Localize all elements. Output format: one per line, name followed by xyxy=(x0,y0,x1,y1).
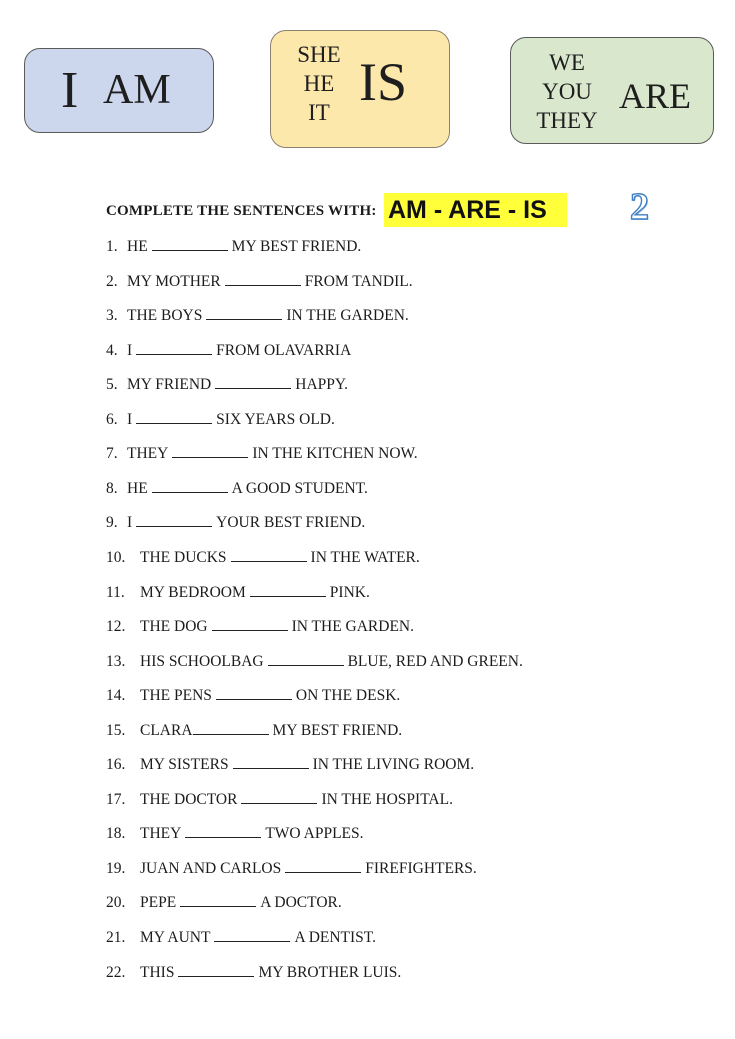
sentence-subject: THEY xyxy=(140,825,182,842)
sentence-number: 8. xyxy=(106,480,118,497)
sentence-number: 11. xyxy=(106,584,125,601)
sentence-line xyxy=(106,444,418,464)
sentence-subject: MY FRIEND xyxy=(127,376,212,393)
answer-blank[interactable] xyxy=(216,687,292,700)
sentence-line xyxy=(106,893,342,913)
sentence-subject: JUAN AND CARLOS xyxy=(140,860,282,877)
sentence-line xyxy=(106,513,365,533)
answer-blank[interactable] xyxy=(136,411,212,424)
am-pronoun: I xyxy=(61,62,79,119)
highlighted-options: AM - ARE - IS xyxy=(384,193,567,227)
sentence-number: 22. xyxy=(106,964,126,981)
sentence-number: 2. xyxy=(106,273,118,290)
sentence-subject: MY BEDROOM xyxy=(140,584,246,601)
sentence-number: 10. xyxy=(106,549,126,566)
are-pronoun-we: WE xyxy=(549,50,585,75)
answer-blank[interactable] xyxy=(185,825,261,838)
is-box xyxy=(270,30,450,148)
answer-blank[interactable] xyxy=(152,480,228,493)
answer-blank[interactable] xyxy=(152,238,228,251)
sentence-number: 16. xyxy=(106,756,126,773)
answer-blank[interactable] xyxy=(178,964,254,977)
sentence-ending: MY BEST FRIEND. xyxy=(272,722,403,739)
sentence-subject: HE xyxy=(127,238,148,255)
are-pronoun-you: YOU xyxy=(542,79,592,104)
sentence-ending: IN THE LIVING ROOM. xyxy=(312,756,475,773)
sentence-number: 18. xyxy=(106,825,126,842)
answer-blank[interactable] xyxy=(250,584,326,597)
sentence-line xyxy=(106,652,523,672)
sentence-ending: TWO APPLES. xyxy=(265,825,364,842)
sentence-number: 5. xyxy=(106,376,118,393)
sentence-number: 21. xyxy=(106,929,126,946)
sentence-line xyxy=(106,341,351,361)
is-pronoun-she: SHE xyxy=(297,42,341,67)
sentence-number: 20. xyxy=(106,894,126,911)
sentence-line xyxy=(106,928,376,948)
are-verb: ARE xyxy=(619,76,691,116)
sentence-ending: FROM OLAVARRIA xyxy=(216,342,352,359)
sentence-ending: A GOOD STUDENT. xyxy=(231,480,368,497)
sentence-number: 3. xyxy=(106,307,118,324)
sentence-subject: THE PENS xyxy=(140,687,212,704)
sentence-ending: A DENTIST. xyxy=(294,929,376,946)
answer-blank[interactable] xyxy=(268,653,344,666)
sentence-number: 9. xyxy=(106,514,118,531)
answer-blank[interactable] xyxy=(241,791,317,804)
sentence-ending: A DOCTOR. xyxy=(260,894,342,911)
sentence-line xyxy=(106,755,474,775)
sentence-line xyxy=(106,375,348,395)
sentence-subject: I xyxy=(127,342,133,359)
is-pronoun-it: IT xyxy=(308,100,330,125)
am-box xyxy=(24,48,214,133)
sentence-ending: MY BEST FRIEND. xyxy=(231,238,362,255)
answer-blank[interactable] xyxy=(214,929,290,942)
am-verb: AM xyxy=(103,67,171,113)
sentence-line xyxy=(106,306,409,326)
sentence-number: 13. xyxy=(106,653,126,670)
sentence-line xyxy=(106,617,414,637)
sentence-subject: MY AUNT xyxy=(140,929,211,946)
sentence-ending: IN THE GARDEN. xyxy=(291,618,415,635)
answer-blank[interactable] xyxy=(180,894,256,907)
answer-blank[interactable] xyxy=(215,376,291,389)
sentence-number: 4. xyxy=(106,342,118,359)
sentence-subject: THEY xyxy=(127,445,169,462)
sentence-subject: THE DOCTOR xyxy=(140,791,238,808)
sentence-ending: BLUE, RED AND GREEN. xyxy=(347,653,523,670)
page-number: 2 xyxy=(630,186,649,228)
sentence-line xyxy=(106,237,361,257)
sentence-number: 7. xyxy=(106,445,118,462)
answer-blank[interactable] xyxy=(206,307,282,320)
sentence-ending: PINK. xyxy=(329,584,370,601)
sentence-line xyxy=(106,272,413,292)
sentence-line xyxy=(106,479,368,499)
sentence-ending: FROM TANDIL. xyxy=(304,273,413,290)
sentence-line xyxy=(106,686,400,706)
sentence-subject: THE DOG xyxy=(140,618,208,635)
answer-blank[interactable] xyxy=(233,756,309,769)
sentence-ending: IN THE HOSPITAL. xyxy=(321,791,453,808)
sentence-ending: MY BROTHER LUIS. xyxy=(258,964,402,981)
sentence-number: 17. xyxy=(106,791,126,808)
sentence-line xyxy=(106,963,401,983)
are-box xyxy=(510,37,714,144)
sentence-line xyxy=(106,721,402,741)
sentence-ending: IN THE WATER. xyxy=(310,549,420,566)
sentence-subject: PEPE xyxy=(140,894,177,911)
is-verb: IS xyxy=(359,52,408,112)
answer-blank[interactable] xyxy=(285,860,361,873)
sentence-number: 14. xyxy=(106,687,126,704)
sentence-subject: I xyxy=(127,514,133,531)
sentence-number: 19. xyxy=(106,860,126,877)
sentence-subject: CLARA xyxy=(140,722,193,739)
sentence-ending: HAPPY. xyxy=(295,376,348,393)
answer-blank[interactable] xyxy=(225,273,301,286)
answer-blank[interactable] xyxy=(136,342,212,355)
sentence-line xyxy=(106,859,477,879)
sentence-number: 1. xyxy=(106,238,118,255)
sentence-ending: YOUR BEST FRIEND. xyxy=(216,514,366,531)
sentence-line xyxy=(106,548,420,568)
sentence-number: 12. xyxy=(106,618,126,635)
sentence-subject: HIS SCHOOLBAG xyxy=(140,653,264,670)
sentence-ending: ON THE DESK. xyxy=(295,687,401,704)
sentence-subject: THIS xyxy=(140,964,175,981)
answer-blank[interactable] xyxy=(136,514,212,527)
sentence-ending: IN THE KITCHEN NOW. xyxy=(252,445,418,462)
instructions: COMPLETE THE SENTENCES WITH: xyxy=(106,203,377,219)
sentence-number: 15. xyxy=(106,722,126,739)
sentence-subject: MY SISTERS xyxy=(140,756,229,773)
sentence-subject: THE DUCKS xyxy=(140,549,227,566)
is-pronoun-he: HE xyxy=(303,71,335,96)
sentence-subject: MY MOTHER xyxy=(127,273,221,290)
answer-blank[interactable] xyxy=(231,549,307,562)
are-pronoun-they: THEY xyxy=(536,108,598,133)
sentence-subject: THE BOYS xyxy=(127,307,203,324)
sentence-subject: I xyxy=(127,411,133,428)
answer-blank[interactable] xyxy=(193,722,269,735)
sentence-ending: IN THE GARDEN. xyxy=(286,307,409,324)
sentence-ending: FIREFIGHTERS. xyxy=(365,860,477,877)
sentence-line xyxy=(106,824,364,844)
sentence-line xyxy=(106,583,370,603)
answer-blank[interactable] xyxy=(172,445,248,458)
sentence-line xyxy=(106,790,453,810)
sentence-number: 6. xyxy=(106,411,118,428)
sentence-line xyxy=(106,410,335,430)
sentence-ending: SIX YEARS OLD. xyxy=(216,411,335,428)
answer-blank[interactable] xyxy=(212,618,288,631)
sentence-subject: HE xyxy=(127,480,148,497)
